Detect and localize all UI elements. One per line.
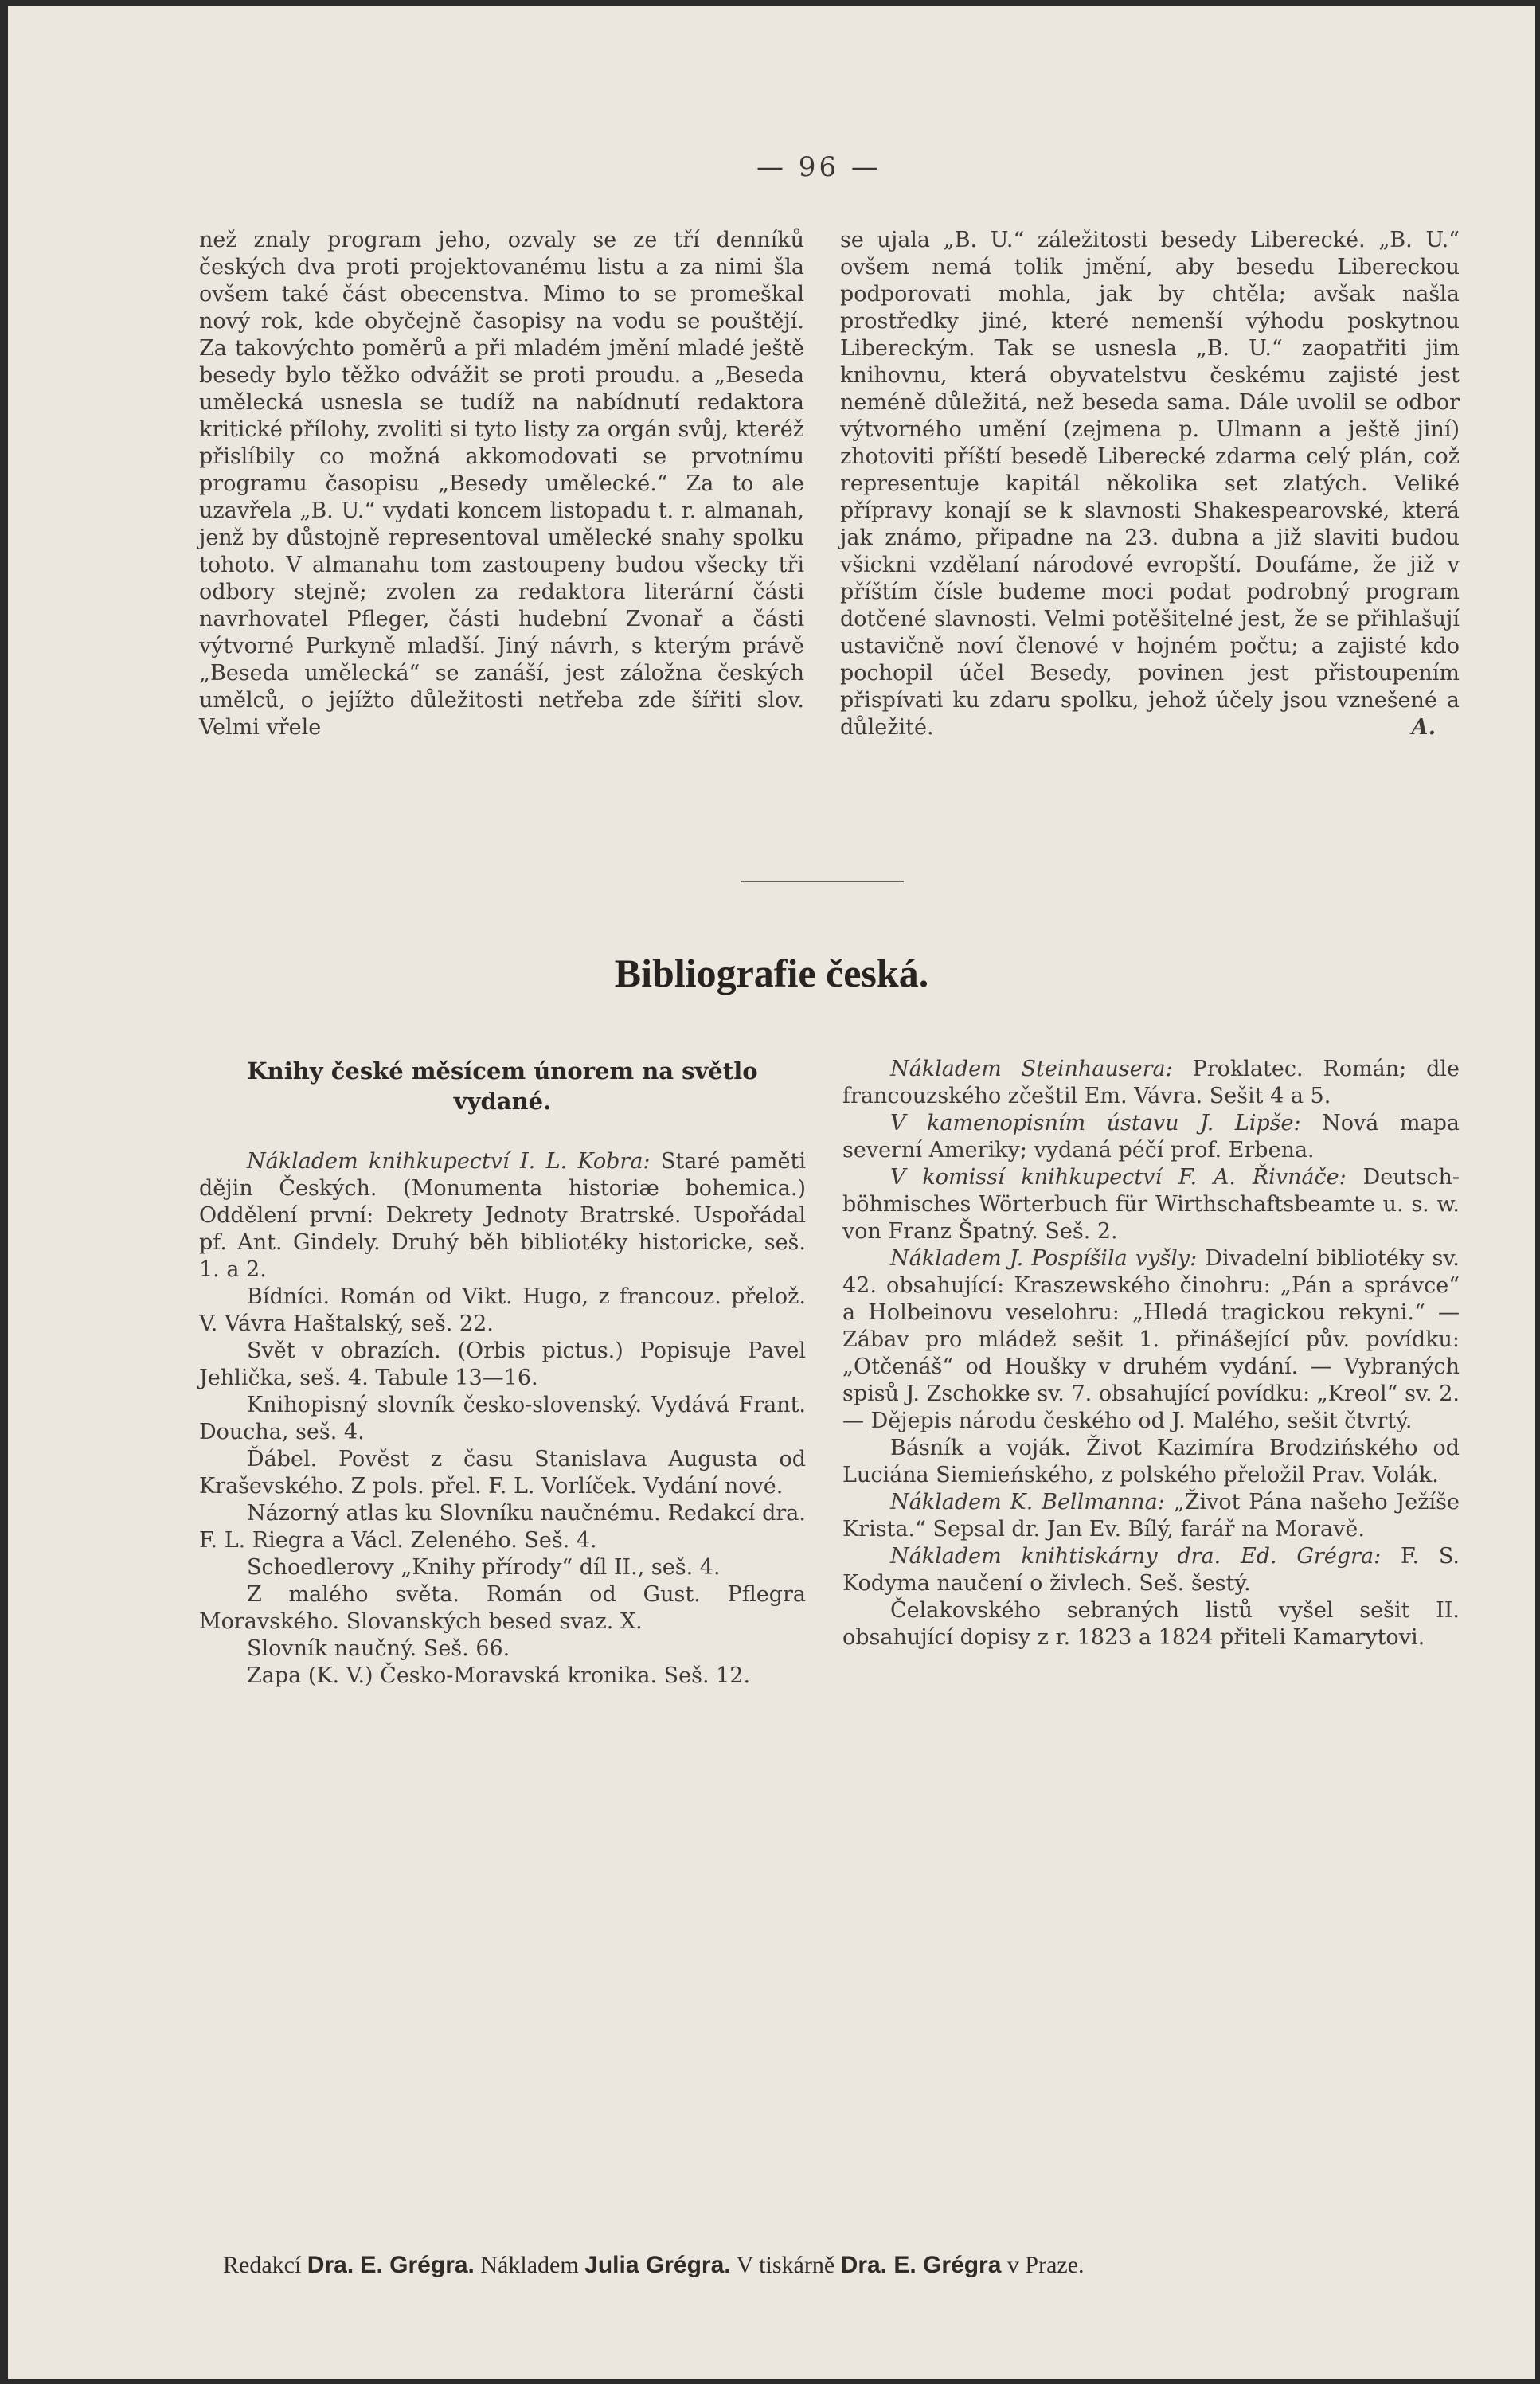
footer-part: v Praze.: [1006, 2252, 1085, 2278]
bibliography-entry: [842, 1110, 1460, 1164]
footer-editor: Dra. E. Grégra.: [307, 2252, 475, 2278]
bibliography-entry: [842, 1056, 1460, 1110]
entry-text: Staré paměti dějin Českých. (Monumenta historiæ bohemica.) Oddělení první: Dekrety Jednoty Bratrské. Uspořádal pf. Ant. Gindely. Druhý běh bibliotéky historicke, seš. 1. a 2.: [199, 1149, 806, 1282]
bibliography-entry: [199, 1338, 806, 1392]
article-text-left: než znaly program jeho, ozvaly se ze tří denníků českých dva proti projektovanému listu a za nimi šla ovšem také část obecenstva. Mimo to se promeškal nový rok, kde obyčejně časopisy na vodu se pouštějí. Za takovýchto poměrů a při mladém jmění mladé ještě besedy bylo těžko odvážit se proti proudu. a „Beseda umělecká usnesla se tudíž na nabídnutí redaktora kritické přílohy, zvoliti si tyto listy za orgán svůj, kteréž přislíbily co možná akkomodovati se prvotnímu programu časopisu „Besedy umělecké.“ Za to ale uzavřela „B. U.“ vydati koncem listopadu t. r. almanah, jenž by důstojně representoval umělecké snahy spolku tohoto. V almanahu tom zastoupeny budou všecky tři odbory stejně; zvolen za redaktora literární části navrhovatel Pfleger, části hudební Zvonař a části výtvorné Purkyně mladší. Jiný návrh, s kterým právě „Beseda umělecká“ se zanáší, jest záložna českých umělců, o jejížto důležitosti netřeba zde šířiti slov. Velmi vřele: [199, 228, 804, 740]
entry-text: Proklatec. Román; dle francouzského zčeštil Em. Vávra. Sešit 4 a 5.: [842, 1057, 1460, 1108]
entry-text: Čelakovského sebraných listů vyšel sešit II. obsahující dopisy z r. 1823 a 1824 přiteli Kamarytovi.: [842, 1598, 1460, 1650]
footer-part: Redakcí: [223, 2252, 302, 2278]
entry-text: F. S. Kodyma naučení o živlech. Seš. šestý.: [842, 1544, 1460, 1596]
entry-text: Divadelní bibliotéky sv. 42. obsahující: Kraszewského činohru: „Pán a správce“ a Holbeinovu veselohru: „Hledá tragickou rekyni.“ — Zábav pro mládež sešit 1. přinášející pův. povídku: „Otčenáš“ od Houšky v druhém vydání. — Vybraných spisů J. Zschokke sv. 7. obsahující povídku: „Kreol“ sv. 2. — Dějepis národu českého od J. Malého, sešit čtvrtý.: [842, 1246, 1460, 1433]
bibliography-entry: [199, 1148, 806, 1284]
bibliography-entry: [842, 1489, 1460, 1543]
footer-part: Nákladem: [480, 2252, 579, 2278]
entry-text: Básník a voják. Život Kazimíra Brodzińského od Luciána Siemieńského, z polského přeložil Prav. Volák.: [842, 1436, 1460, 1487]
entry-text: Knihopisný slovník česko-slovenský. Vydává Frant. Doucha, seš. 4.: [199, 1393, 806, 1444]
bibliography-entry: [199, 1284, 806, 1338]
imprint-footer: [223, 2252, 1497, 2279]
entry-text: Nová mapa severní Ameriky; vydaná péčí prof. Erbena.: [842, 1111, 1460, 1163]
entry-text: Schoedlerovy „Knihy přírody“ díl II., seš. 4.: [247, 1555, 721, 1580]
entry-publisher: Nákladem K. Bellmanna:: [890, 1490, 1165, 1514]
document-page: [8, 6, 1535, 2379]
footer-publisher: Julia Grégra.: [584, 2252, 731, 2278]
entry-publisher: Nákladem Steinhausera:: [890, 1057, 1173, 1081]
bibliography-heading: Bibliografie česká.: [614, 951, 929, 995]
footer-part: V tiskárně: [736, 2252, 835, 2278]
entry-text: Z malého světa. Román od Gust. Pflegra Moravského. Slovanských besed svaz. X.: [199, 1582, 806, 1634]
bibliography-entry: [842, 1597, 1460, 1651]
entry-publisher: Nákladem knihkupectví I. L. Kobra:: [247, 1149, 651, 1174]
bibliography-entry: [199, 1636, 806, 1663]
entry-text: „Život Pána našeho Ježíše Krista.“ Sepsal dr. Jan Ev. Bílý, farář na Moravě.: [842, 1490, 1460, 1542]
bibliography-entry: [842, 1245, 1460, 1435]
right-entry-list: [842, 1056, 1460, 1651]
bibliography-subheading: Knihy české měsícem únorem na světlo vydané.: [247, 1057, 758, 1115]
article-text-right: [840, 227, 1460, 741]
bibliography-entry: [199, 1500, 806, 1554]
page-number: — 96 —: [756, 151, 881, 183]
bibliography-entry: [842, 1164, 1460, 1245]
left-entry-list: [199, 1148, 806, 1690]
entry-text: Názorný atlas ku Slovníku naučnému. Redakcí dra. F. L. Riegra a Václ. Zeleného. Seš. 4.: [199, 1501, 806, 1553]
entry-text: Bídníci. Román od Vikt. Hugo, z francouz. přelož. V. Vávra Haštalský, seš. 22.: [199, 1284, 806, 1336]
bibliography-entry: [842, 1543, 1460, 1597]
bibliography-left-column: [199, 1056, 806, 1690]
section-divider: [741, 881, 904, 882]
article-signature: A.: [1411, 715, 1436, 740]
entry-text: Ďábel. Pověst z času Stanislava Augusta od Kraševského. Z pols. přel. F. L. Vorlíček. Vydání nové.: [199, 1447, 806, 1499]
entry-publisher: V kamenopisním ústavu J. Lipše:: [890, 1111, 1301, 1135]
entry-text: Deutsch-böhmisches Wörterbuch für Wirthschaftsbeamte u. s. w. von Franz Špatný. Seš. 2.: [842, 1165, 1460, 1244]
bibliography-entry: [199, 1554, 806, 1581]
bibliography-entry: [199, 1581, 806, 1636]
entry-publisher: Nákladem knihtiskárny dra. Ed. Grégra:: [890, 1544, 1382, 1569]
entry-text: Slovník naučný. Seš. 66.: [247, 1636, 510, 1661]
bibliography-entry: [199, 1446, 806, 1500]
bibliography-entry: [199, 1663, 806, 1690]
entry-publisher: V komissí knihkupectví F. A. Řivnáče:: [890, 1165, 1347, 1190]
bibliography-right-column: [842, 1056, 1460, 1651]
article-continuation-left: [199, 227, 804, 741]
bibliography-entry: [842, 1435, 1460, 1489]
entry-text: Zapa (K. V.) Česko-Moravská kronika. Seš. 12.: [247, 1663, 751, 1688]
article-continuation-right: [840, 227, 1460, 741]
footer-printer: Dra. E. Grégra: [840, 2252, 1002, 2278]
entry-publisher: Nákladem J. Pospíšila vyšly:: [890, 1246, 1198, 1271]
entry-text: Svět v obrazích. (Orbis pictus.) Popisuje Pavel Jehlička, seš. 4. Tabule 13—16.: [199, 1339, 806, 1390]
bibliography-entry: [199, 1392, 806, 1446]
article-text-right-body: se ujala „B. U.“ záležitosti besedy Liberecké. „B. U.“ ovšem nemá tolik jmění, aby besedu Libereckou podporovati mohla, jak by chtěla; avšak našla prostředky jiné, které nemenší výhodu poskytnou Libereckým. Tak se usnesla „B. U.“ zaopatřiti jim knihovnu, která obyvatelstvu českému zajisté jest neméně důležitá, než beseda sama. Dále uvolil se odbor výtvorného umění (zejmena p. Ulmann a ještě jiní) zhotoviti příští besedě Liberecké zdarma celý plán, což representuje kapitál několika set zlatých. Veliké přípravy konají se k slavnosti Shakespearovské, která jak známo, připadne na 23. dubna a již slaviti budou všickni vzdělaní národové evropští. Doufáme, že již v příštím čísle budeme moci podat podrobný program dotčené slavnosti. Velmi potěšitelné jest, že se přihlašují ustavičně noví členové v hojném počtu; a zajisté kdo pochopil účel Besedy, povinen jest přistoupením přispívati ku zdaru spolku, jehož účely jsou vznešené a důležité.: [840, 228, 1460, 740]
